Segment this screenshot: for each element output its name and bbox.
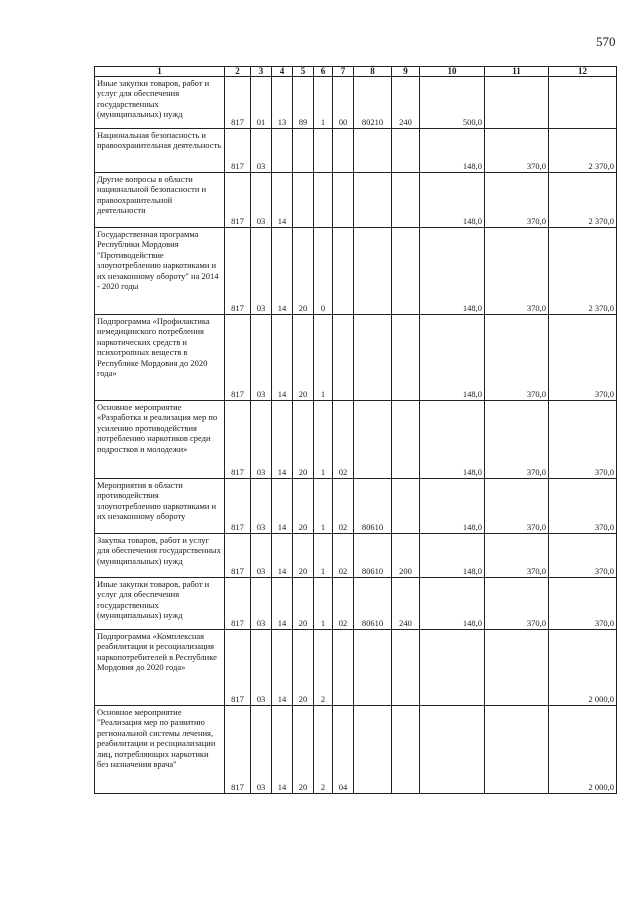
code-cell (354, 228, 392, 315)
code-cell: 817 (225, 315, 251, 401)
amount-cell: 370,0 (485, 401, 549, 479)
code-cell: 20 (293, 401, 314, 479)
code-cell (392, 129, 420, 173)
amount-cell: 370,0 (485, 228, 549, 315)
code-cell: 20 (293, 479, 314, 534)
table-row (95, 534, 617, 578)
amount-cell: 370,0 (485, 173, 549, 228)
row-description: Подпрограмма «Комплексная реабилитация и ресоциализация наркопотребителей в Республике Мордовия до 2020 года» (95, 630, 225, 706)
code-cell: 02 (333, 534, 354, 578)
code-cell: 04 (333, 706, 354, 794)
code-cell: 03 (251, 129, 272, 173)
code-cell: 80210 (354, 77, 392, 129)
code-cell (354, 315, 392, 401)
column-header: 8 (354, 67, 392, 77)
amount-cell: 2 000,0 (549, 630, 617, 706)
code-cell: 20 (293, 228, 314, 315)
row-description: Другие вопросы в области национальной безопасности и правоохранительной деятельности (95, 173, 225, 228)
code-cell: 03 (251, 315, 272, 401)
amount-cell: 148,0 (420, 173, 485, 228)
code-cell: 2 (314, 630, 333, 706)
table-row (95, 173, 617, 228)
code-cell (354, 173, 392, 228)
code-cell: 1 (314, 578, 333, 630)
column-header: 3 (251, 67, 272, 77)
row-description: Иные закупки товаров, работ и услуг для обеспечения государственных (муниципальных) нужд (95, 77, 225, 129)
code-cell (314, 129, 333, 173)
code-cell (314, 173, 333, 228)
code-cell: 14 (272, 173, 293, 228)
code-cell (333, 173, 354, 228)
code-cell: 03 (251, 228, 272, 315)
page-number: 570 (596, 34, 616, 49)
budget-table (94, 66, 617, 794)
amount-cell (485, 77, 549, 129)
code-cell (272, 129, 293, 173)
table-row (95, 401, 617, 479)
code-cell: 240 (392, 77, 420, 129)
amount-cell: 370,0 (485, 129, 549, 173)
amount-cell (420, 706, 485, 794)
code-cell: 89 (293, 77, 314, 129)
column-header: 11 (485, 67, 549, 77)
amount-cell: 370,0 (549, 315, 617, 401)
amount-cell: 148,0 (420, 479, 485, 534)
amount-cell: 2 370,0 (549, 173, 617, 228)
code-cell: 1 (314, 534, 333, 578)
code-cell: 20 (293, 630, 314, 706)
amount-cell (485, 630, 549, 706)
code-cell: 03 (251, 534, 272, 578)
code-cell: 20 (293, 706, 314, 794)
column-header: 9 (392, 67, 420, 77)
code-cell: 1 (314, 401, 333, 479)
amount-cell: 370,0 (485, 534, 549, 578)
code-cell: 01 (251, 77, 272, 129)
code-cell (392, 315, 420, 401)
table-row (95, 479, 617, 534)
code-cell (392, 479, 420, 534)
code-cell: 817 (225, 578, 251, 630)
amount-cell: 148,0 (420, 228, 485, 315)
code-cell: 817 (225, 401, 251, 479)
column-header: 2 (225, 67, 251, 77)
code-cell: 80610 (354, 578, 392, 630)
table-row (95, 228, 617, 315)
code-cell: 817 (225, 129, 251, 173)
code-cell (392, 228, 420, 315)
code-cell (333, 228, 354, 315)
code-cell: 03 (251, 578, 272, 630)
code-cell (392, 706, 420, 794)
code-cell (392, 630, 420, 706)
amount-cell: 148,0 (420, 578, 485, 630)
code-cell (333, 630, 354, 706)
code-cell: 817 (225, 77, 251, 129)
column-header: 6 (314, 67, 333, 77)
code-cell: 03 (251, 401, 272, 479)
amount-cell: 148,0 (420, 401, 485, 479)
code-cell: 1 (314, 315, 333, 401)
table-row (95, 706, 617, 794)
table-header-row (95, 67, 617, 77)
amount-cell: 148,0 (420, 534, 485, 578)
amount-cell: 148,0 (420, 315, 485, 401)
column-header: 12 (549, 67, 617, 77)
code-cell: 20 (293, 534, 314, 578)
code-cell: 02 (333, 401, 354, 479)
table-row (95, 630, 617, 706)
code-cell: 80610 (354, 534, 392, 578)
code-cell: 13 (272, 77, 293, 129)
amount-cell: 148,0 (420, 129, 485, 173)
code-cell: 02 (333, 578, 354, 630)
code-cell: 03 (251, 630, 272, 706)
code-cell: 817 (225, 228, 251, 315)
table-row (95, 578, 617, 630)
row-description: Государственная программа Республики Мордовия "Противодействие злоупотреблению наркотиками и их незаконному обороту" на 2014 - 2020 годы (95, 228, 225, 315)
code-cell (293, 129, 314, 173)
code-cell: 1 (314, 77, 333, 129)
code-cell (333, 315, 354, 401)
code-cell (354, 129, 392, 173)
code-cell: 817 (225, 479, 251, 534)
amount-cell (485, 706, 549, 794)
code-cell: 14 (272, 315, 293, 401)
code-cell: 817 (225, 173, 251, 228)
code-cell: 03 (251, 479, 272, 534)
code-cell (333, 129, 354, 173)
table-row (95, 315, 617, 401)
code-cell: 817 (225, 534, 251, 578)
column-header: 4 (272, 67, 293, 77)
code-cell: 14 (272, 630, 293, 706)
code-cell: 80610 (354, 479, 392, 534)
row-description: Иные закупки товаров, работ и услуг для обеспечения государственных (муниципальных) нужд (95, 578, 225, 630)
code-cell (392, 401, 420, 479)
amount-cell: 370,0 (485, 315, 549, 401)
column-header: 10 (420, 67, 485, 77)
column-header: 5 (293, 67, 314, 77)
row-description: Закупка товаров, работ и услуг для обеспечения государственных (муниципальных) нужд (95, 534, 225, 578)
table-row (95, 77, 617, 129)
code-cell (354, 706, 392, 794)
column-header: 7 (333, 67, 354, 77)
amount-cell: 2 370,0 (549, 129, 617, 173)
code-cell (354, 401, 392, 479)
amount-cell: 370,0 (485, 578, 549, 630)
code-cell: 14 (272, 578, 293, 630)
column-header: 1 (95, 67, 225, 77)
amount-cell: 370,0 (485, 479, 549, 534)
code-cell: 14 (272, 534, 293, 578)
amount-cell: 370,0 (549, 479, 617, 534)
code-cell: 1 (314, 479, 333, 534)
code-cell: 03 (251, 173, 272, 228)
code-cell (293, 173, 314, 228)
row-description: Национальная безопасность и правоохранительная деятельность (95, 129, 225, 173)
code-cell: 03 (251, 706, 272, 794)
row-description: Подпрограмма «Профилактика немедицинского потребления наркотических средств и психотропных веществ в Республике Мордовия до 2020 года» (95, 315, 225, 401)
amount-cell: 2 370,0 (549, 228, 617, 315)
code-cell: 00 (333, 77, 354, 129)
code-cell: 02 (333, 479, 354, 534)
code-cell: 14 (272, 228, 293, 315)
row-description: Основное мероприятие "Реализация мер по развитию региональной системы лечения, реабилитации и ресоциализации лиц, потребляющих наркотики без назначения врача" (95, 706, 225, 794)
amount-cell: 370,0 (549, 401, 617, 479)
amount-cell (549, 77, 617, 129)
amount-cell: 500,0 (420, 77, 485, 129)
row-description: Основное мероприятие «Разработка и реализация мер по усилению противодействия потреблению наркотиков среди подростков и молодежи» (95, 401, 225, 479)
code-cell: 14 (272, 401, 293, 479)
code-cell (392, 173, 420, 228)
code-cell: 14 (272, 479, 293, 534)
code-cell: 240 (392, 578, 420, 630)
code-cell: 200 (392, 534, 420, 578)
code-cell: 817 (225, 630, 251, 706)
code-cell: 817 (225, 706, 251, 794)
code-cell (354, 630, 392, 706)
code-cell: 20 (293, 578, 314, 630)
table-row (95, 129, 617, 173)
amount-cell: 370,0 (549, 578, 617, 630)
amount-cell: 2 000,0 (549, 706, 617, 794)
code-cell: 14 (272, 706, 293, 794)
amount-cell: 370,0 (549, 534, 617, 578)
code-cell: 2 (314, 706, 333, 794)
code-cell: 0 (314, 228, 333, 315)
amount-cell (420, 630, 485, 706)
code-cell: 20 (293, 315, 314, 401)
row-description: Мероприятия в области противодействия злоупотреблению наркотиками и их незаконному обороту (95, 479, 225, 534)
